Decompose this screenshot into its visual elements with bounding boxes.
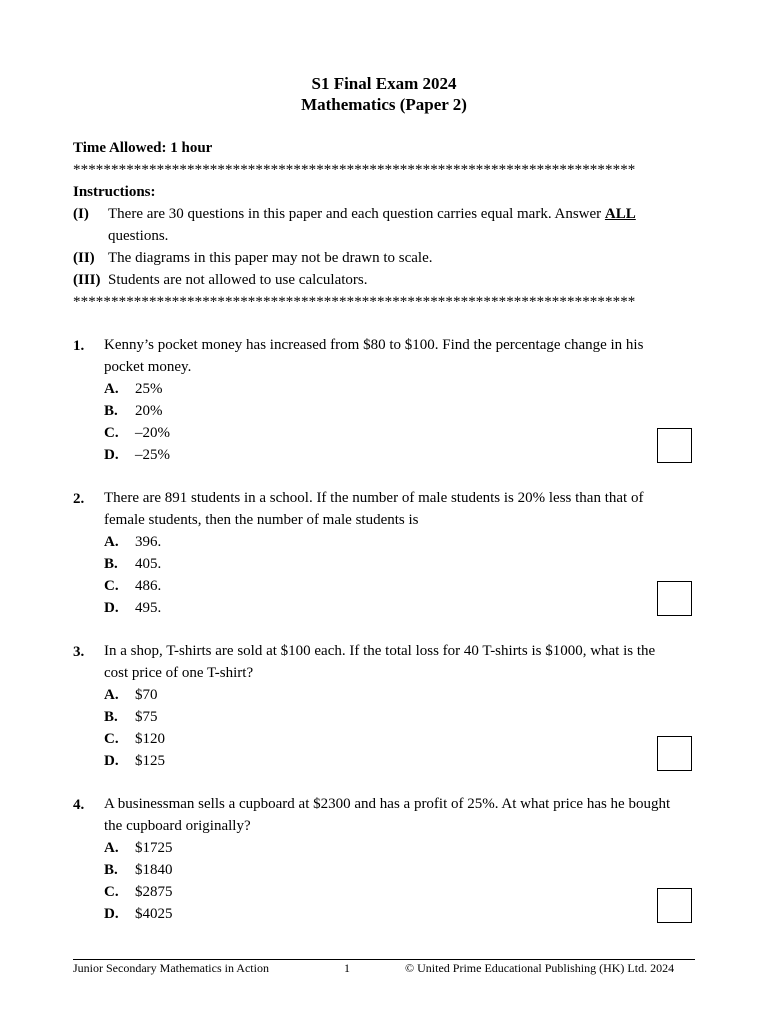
option-value: 495. [135, 600, 162, 616]
option-label: D. [104, 906, 119, 922]
footer-page-number: 1 [344, 961, 350, 975]
question-number: 3. [73, 644, 85, 660]
option-value: $4025 [135, 906, 173, 922]
instruction-emphasis: ALL [604, 206, 636, 222]
option-label: A. [104, 840, 119, 856]
instruction-text-part: There are 30 questions in this paper and each question carries equal mark. Answer [108, 206, 605, 222]
exam-title: S1 Final Exam 2024 [311, 74, 457, 93]
instructions-heading: Instructions: [73, 184, 156, 200]
option-value: 20% [135, 403, 163, 419]
star-divider-bottom: ************************************************************************** [73, 294, 636, 310]
option-value: –20% [135, 425, 170, 441]
answer-box[interactable] [657, 581, 692, 616]
option-label: A. [104, 687, 119, 703]
option-label: B. [104, 862, 118, 878]
option-value: 25% [135, 381, 163, 397]
option-label: C. [104, 731, 119, 747]
footer-copyright: © United Prime Educational Publishing (HK) Ltd. 2024 [405, 961, 675, 975]
option-label: B. [104, 556, 118, 572]
option-label: D. [104, 753, 119, 769]
instruction-text [108, 206, 636, 223]
option-value: 396. [135, 534, 162, 550]
option-label: A. [104, 534, 119, 550]
option-label: C. [104, 578, 119, 594]
question-text: A businessman sells a cupboard at $2300 and has a profit of 25%. At what price has he bought the cupboard originally? [104, 796, 671, 834]
question-text: There are 891 students in a school. If the number of male students is 20% less than that of female students, then the number of male students is [104, 490, 644, 528]
question-text: In a shop, T-shirts are sold at $100 each. If the total loss for 40 T-shirts is $1000, what is the cost price of one T-shirt? [104, 643, 656, 681]
star-divider-top: ************************************************************************** [73, 162, 636, 178]
instruction-number: (I) [73, 206, 89, 222]
question-number: 2. [73, 491, 85, 507]
question-number: 1. [73, 338, 85, 354]
option-value: –25% [135, 447, 170, 463]
option-label: B. [104, 403, 118, 419]
option-label: A. [104, 381, 119, 397]
instruction-text: Students are not allowed to use calculators. [108, 272, 368, 288]
time-allowed: Time Allowed: 1 hour [73, 140, 213, 156]
option-label: C. [104, 425, 119, 441]
answer-box[interactable] [657, 428, 692, 463]
instruction-number: (III) [73, 272, 101, 288]
option-value: 486. [135, 578, 162, 594]
option-value: $120 [135, 731, 165, 747]
footer-book-title: Junior Secondary Mathematics in Action [73, 961, 269, 975]
instruction-text-continued: questions. [108, 228, 169, 244]
instruction-text: The diagrams in this paper may not be drawn to scale. [108, 250, 433, 266]
question-text: Kenny’s pocket money has increased from $80 to $100. Find the percentage change in his pocket money. [104, 337, 644, 375]
option-value: $70 [135, 687, 158, 703]
instruction-number: (II) [73, 250, 95, 266]
exam-subtitle: Mathematics (Paper 2) [301, 95, 467, 114]
option-label: B. [104, 709, 118, 725]
question-number: 4. [73, 797, 85, 813]
option-value: $75 [135, 709, 158, 725]
footer-rule [73, 959, 695, 960]
option-value: $1840 [135, 862, 173, 878]
option-value: $125 [135, 753, 165, 769]
answer-box[interactable] [657, 888, 692, 923]
option-value: 405. [135, 556, 162, 572]
option-value: $1725 [135, 840, 173, 856]
option-label: D. [104, 447, 119, 463]
option-label: D. [104, 600, 119, 616]
option-label: C. [104, 884, 119, 900]
answer-box[interactable] [657, 736, 692, 771]
option-value: $2875 [135, 884, 173, 900]
